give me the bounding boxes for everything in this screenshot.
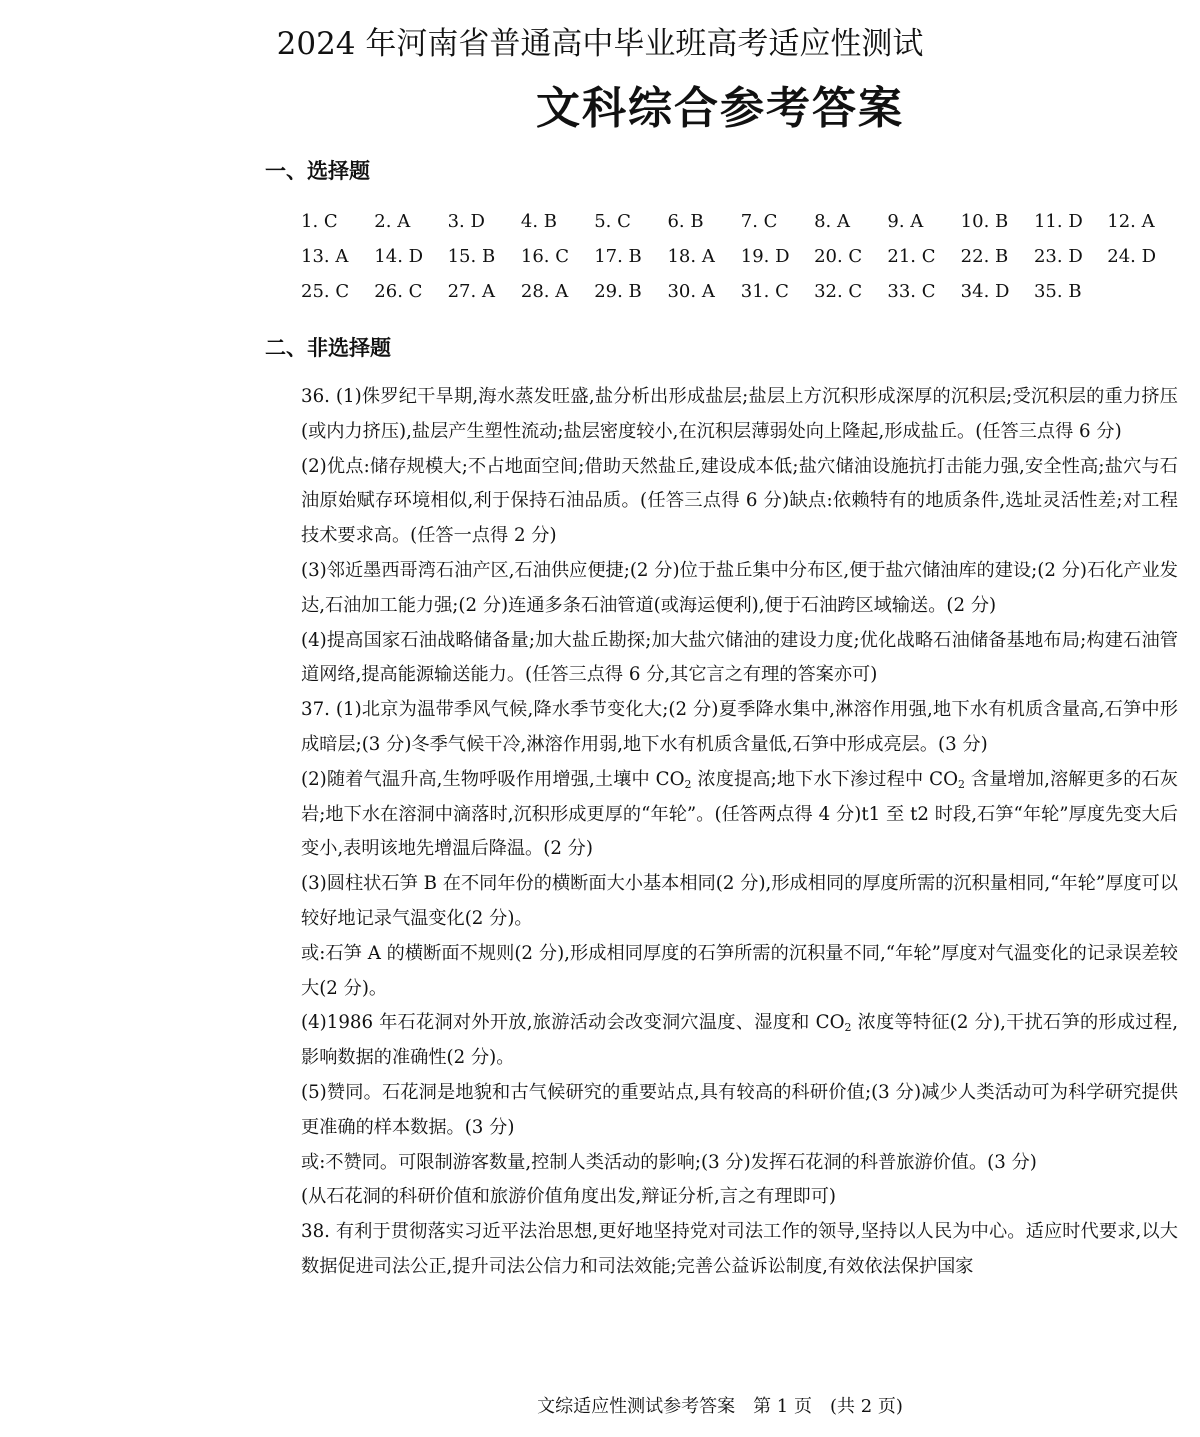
answer-item: 30. A — [667, 281, 715, 302]
answer-item: 16. C — [520, 246, 570, 267]
answer-item: 22. B — [960, 246, 1009, 267]
multiple-choice-answers — [301, 210, 1181, 304]
answer-item: 21. C — [887, 246, 936, 267]
q38: 38. 有利于贯彻落实习近平法治思想,更好地坚持党对司法工作的领导,坚持以人民为中心。适应时代要求,以大数据促进司法公正,提升司法公信力和司法效能;完善公益诉讼制度,有效依法保护国家 — [301, 1221, 1178, 1277]
q37-part5-note: (从石花洞的科研价值和旅游价值角度出发,辩证分析,言之有理即可) — [301, 1186, 837, 1208]
q37-part2-text-a: (2)随着气温升高,生物呼吸作用增强,土壤中 CO — [301, 768, 685, 790]
q36-part1: 36. (1)侏罗纪干旱期,海水蒸发旺盛,盐分析出形成盐层;盐层上方沉积形成深厚的沉积层;受沉积层的重力挤压(或内力挤压),盐层产生塑性流动;盐层密度较小,在沉积层薄弱处向上隆起,形成盐丘。(任答三点得 6 分) — [301, 386, 1178, 442]
answer-item: 15. B — [447, 246, 496, 267]
q37-part2-sub-a: 2 — [684, 777, 692, 791]
exam-title: 2024 年河南省普通高中毕业班高考适应性测试 — [276, 26, 924, 62]
answer-item: 32. C — [814, 281, 863, 302]
answer-item: 3. D — [447, 211, 485, 232]
answer-item: 20. C — [814, 246, 863, 267]
answer-item: 2. A — [374, 211, 411, 232]
q37-part2-text-c: 含量增加,溶解更多的石灰岩;地下水在溶洞中滴落时,沉积形成更厚的“年轮”。(任答两点得 4 分)t1 至 t2 时段,石笋“年轮”厚度先变大后变小,表明该地先增温后降温。(2 分) — [301, 768, 1178, 860]
answer-item: 24. D — [1107, 246, 1157, 267]
answer-item: 34. D — [960, 281, 1010, 302]
q37-part4 — [301, 1006, 1178, 1076]
answer-item: 8. A — [814, 211, 850, 232]
answer-item: 10. B — [960, 211, 1009, 232]
q37-part5: (5)赞同。石花洞是地貌和古气候研究的重要站点,具有较高的科研价值;(3 分)减少人类活动可为科学研究提供更准确的样本数据。(3 分) — [301, 1081, 1178, 1138]
answer-item: 17. B — [594, 246, 642, 267]
answer-item: 6. B — [667, 211, 704, 232]
answer-item: 18. A — [667, 246, 715, 267]
q36-part2: (2)优点:储存规模大;不占地面空间;借助天然盐丘,建设成本低;盐穴储油设施抗打击能力强,安全性高;盐穴与石油原始赋存环境相似,利于保持石油品质。(任答三点得 6 分)缺点:依赖特有的地质条件,选址灵活性差;对工程技术要求高。(任答一点得 2 分) — [301, 455, 1178, 547]
non-choice-heading: 二、非选择题 — [265, 336, 391, 360]
answer-item: 29. B — [594, 281, 642, 302]
q37-part4-sub: 2 — [844, 1021, 852, 1035]
q37-part1: 37. (1)北京为温带季风气候,降水季节变化大;(2 分)夏季降水集中,淋溶作用强,地下水有机质含量高,石笋中形成暗层;(3 分)冬季气候干冷,淋溶作用弱,地下水有机质含量低,石笋中形成亮层。(3 分) — [301, 699, 1178, 755]
answer-item: 33. C — [887, 281, 936, 302]
multiple-choice-heading: 一、选择题 — [265, 159, 370, 183]
q37-part5-alt: 或:不赞同。可限制游客数量,控制人类活动的影响;(3 分)发挥石花洞的科普旅游价值。(3 分) — [301, 1151, 1037, 1173]
q37-part4-text-b: 浓度等特征(2 分),干扰石笋的形成过程,影响数据的准确性(2 分)。 — [301, 1012, 1178, 1069]
non-choice-answers — [301, 380, 1178, 1285]
answer-item: 11. D — [1033, 211, 1083, 232]
answer-item: 14. D — [374, 246, 424, 267]
answer-item: 9. A — [887, 211, 924, 232]
q36-part3: (3)邻近墨西哥湾石油产区,石油供应便捷;(2 分)位于盐丘集中分布区,便于盐穴储油库的建设;(2 分)石化产业发达,石油加工能力强;(2 分)连通多条石油管道(或海运便利),便于石油跨区域输送。(2 分) — [301, 559, 1178, 616]
page-footer: 文综适应性测试参考答案 第 1 页 (共 2 页) — [537, 1396, 903, 1417]
q37-part4-text-a: (4)1986 年石花洞对外开放,旅游活动会改变洞穴温度、湿度和 CO — [301, 1012, 845, 1034]
q36-part4: (4)提高国家石油战略储备量;加大盐丘勘探;加大盐穴储油的建设力度;优化战略石油储备基地布局;构建石油管道网络,提高能源输送能力。(任答三点得 6 分,其它言之有理的答案亦可) — [301, 629, 1178, 686]
answer-item: 26. C — [374, 281, 423, 302]
answer-item: 27. A — [447, 281, 495, 302]
answer-item: 28. A — [520, 281, 569, 302]
q37-part3: (3)圆柱状石笋 B 在不同年份的横断面大小基本相同(2 分),形成相同的厚度所需的沉积量相同,“年轮”厚度可以较好地记录气温变化(2 分)。 — [301, 873, 1178, 929]
q37-part2-text-b: 浓度提高;地下水下渗过程中 CO — [691, 768, 958, 790]
answer-item: 19. D — [740, 246, 790, 267]
answer-key-title: 文科综合参考答案 — [536, 83, 904, 134]
answer-item: 23. D — [1033, 246, 1083, 267]
q37-part2-sub-b: 2 — [958, 777, 965, 791]
answer-item: 4. B — [520, 211, 558, 232]
answer-item: 5. C — [594, 211, 631, 232]
q37-part2 — [301, 763, 1178, 867]
answer-item: 13. A — [301, 246, 349, 267]
q37-part3-alt: 或:石笋 A 的横断面不规则(2 分),形成相同厚度的石笋所需的沉积量不同,“年轮”厚度对气温变化的记录误差较大(2 分)。 — [301, 942, 1178, 999]
answer-item: 12. A — [1107, 211, 1155, 232]
answer-item: 1. C — [301, 211, 338, 232]
answer-item: 35. B — [1033, 281, 1082, 302]
answer-item: 25. C — [301, 281, 350, 302]
answer-item: 7. C — [740, 211, 778, 232]
answer-item: 31. C — [740, 281, 789, 302]
